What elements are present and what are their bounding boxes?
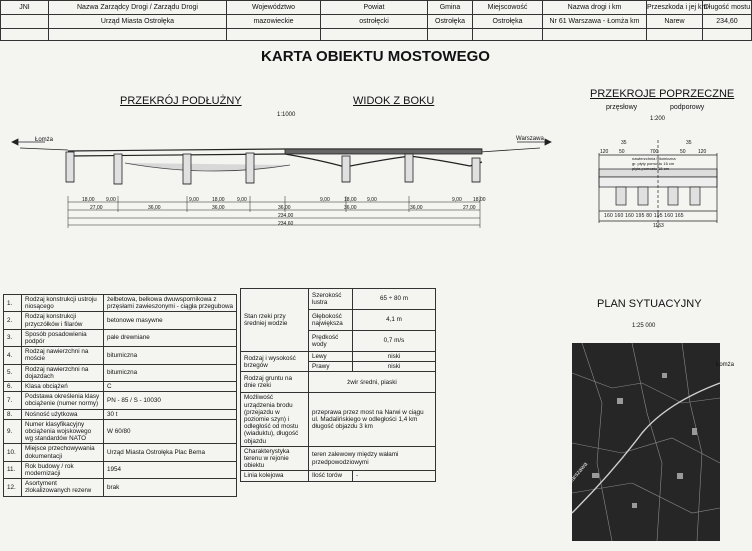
table-row <box>4 409 237 419</box>
row-label: Sposób posadowienia podpór <box>22 329 104 346</box>
dim: 18,00 <box>212 197 225 203</box>
cross-dim-bottom: 160 <box>664 213 674 219</box>
table-row <box>4 295 237 312</box>
row-value: 1954 <box>104 461 237 478</box>
cross-note: gr. płyty pomostu 16 cm <box>632 161 675 166</box>
cross-dim-top: 50 <box>680 149 686 155</box>
cross-dim-bottom: 165 <box>674 213 684 219</box>
dim: 36,00 <box>148 205 161 211</box>
dim: 36,00 <box>278 205 291 211</box>
map-label-warszawa: Warszawa <box>566 461 590 487</box>
banks-label: Rodzaj i wysokość brzegów <box>241 352 309 372</box>
row-no: 2. <box>4 312 22 329</box>
header-table <box>0 0 752 41</box>
width-value: 65 ÷ 80 m <box>353 289 436 310</box>
table-row <box>4 479 237 496</box>
val-wojewodztwo: mazowieckie <box>227 15 321 29</box>
hdr-droga: Nazwa drogi i km <box>543 1 647 15</box>
row-no: 1. <box>4 295 22 312</box>
row-value: Urząd Miasta Ostrołęka Plac Bema <box>104 444 237 461</box>
val-przeszkoda: Narew <box>647 15 703 29</box>
section-cross: PRZEKROJE POPRZECZNE <box>590 88 735 100</box>
row-no: 10. <box>4 444 22 461</box>
warszawa-label: Warszawa <box>516 136 544 142</box>
row-no: 7. <box>4 392 22 409</box>
row-label: Rodzaj konstrukcji ustroju niosącego <box>22 295 104 312</box>
val-zarzadca: Urząd Miasta Ostrołęka <box>49 15 227 29</box>
plan-title: PLAN SYTUACYJNY <box>597 298 702 310</box>
row-label: Asortyment zlokalizowanych rezerw <box>22 479 104 496</box>
row-no: 12. <box>4 479 22 496</box>
cross-scale: 1:200 <box>650 116 666 122</box>
val-droga: Nr 61 Warszawa - Łomża km <box>543 15 647 29</box>
val-miejscowosc: Ostrołęka <box>473 15 543 29</box>
cross-dim-top: 700 <box>650 149 659 155</box>
speed-value: 0,7 m/s <box>353 331 436 352</box>
table-row <box>4 329 237 346</box>
row-value: pale drewniane <box>104 329 237 346</box>
situation-map <box>566 343 720 541</box>
row-no: 3. <box>4 329 22 346</box>
table-row <box>4 419 237 444</box>
map-graphic <box>572 343 720 541</box>
cross-dim-top: 50 <box>619 149 625 155</box>
row-label: Numer klasyfikacyjny obciążenia wojskowego wg standardów NATO <box>22 419 104 444</box>
row-value: bitumiczna <box>104 364 237 381</box>
dim: 9,00 <box>237 197 247 203</box>
dim: 9,00 <box>320 197 330 203</box>
row-label: Rok budowy / rok modernizacji <box>22 461 104 478</box>
table-row <box>4 461 237 478</box>
cross-dim-bottom: 80 <box>646 213 653 219</box>
dim: 36,00 <box>410 205 423 211</box>
cross-dim-bottom: 160 <box>614 213 624 219</box>
section-side-view: WIDOK Z BOKU <box>353 95 435 107</box>
ford-value: przeprawa przez most na Narwi w ciągu ul. Madalińskiego w odległości 1,4 km długość objazdu 3 km <box>309 393 436 446</box>
dim: 9,00 <box>189 197 199 203</box>
cross-dim-top: 120 <box>600 149 609 155</box>
dim: 27,00 <box>463 205 476 211</box>
row-value: C <box>104 382 237 392</box>
soil-label: Rodzaj gruntu na dnie rzeki <box>241 372 309 393</box>
hdr-dlugosc: Długość mostu <box>703 1 752 15</box>
cross-support-label: podporowy <box>670 104 705 111</box>
left-bank-label: Lewy <box>309 352 353 362</box>
cross-span-label: przęsłowy <box>606 104 638 111</box>
cross-width-total: 1153 <box>653 223 664 229</box>
row-label: Rodzaj nawierzchni na moście <box>22 347 104 364</box>
cross-dim-small: 35 <box>621 140 627 146</box>
depth-label: Głębokość największa <box>309 310 353 331</box>
row-value: żelbetowa, belkowa dwuwspornikowa z przęsłami zawieszonymi - ciągła przegubowa <box>104 295 237 312</box>
row-label: Klasa obciążeń <box>22 382 104 392</box>
speed-label: Prędkość wody <box>309 331 353 352</box>
hdr-zarzadca: Nazwa Zarządcy Drogi / Zarządu Drogi <box>49 1 227 15</box>
row-no: 11. <box>4 461 22 478</box>
table-row <box>4 364 237 381</box>
table-row <box>4 392 237 409</box>
row-label: Podstawa określenia klasy obciążenie (numer normy) <box>22 392 104 409</box>
right-bank-value: niski <box>353 362 436 372</box>
val-jni <box>1 15 49 29</box>
cross-dim-bottom-row <box>604 213 684 219</box>
cross-dim-small: 35 <box>686 140 692 146</box>
dim: 27,00 <box>90 205 103 211</box>
dim: 18,00 <box>473 197 486 203</box>
warszawa-arrowhead <box>545 139 551 145</box>
left-bank-value: niski <box>353 352 436 362</box>
row-label: Nośność użytkowa <box>22 409 104 419</box>
dim: 18,00 <box>82 197 95 203</box>
terrain-label: Charakterystyka terenu w rejonie obiektu <box>241 446 309 471</box>
row-value: W 60/80 <box>104 419 237 444</box>
river-data-table <box>240 288 436 482</box>
plan-scale: 1:25 000 <box>632 323 656 329</box>
rail-tracks-label: Ilość torów <box>309 471 353 481</box>
page-title: KARTA OBIEKTU MOSTOWEGO <box>261 48 490 65</box>
elevation-scale: 1:1000 <box>277 112 296 118</box>
dim: 36,00 <box>212 205 225 211</box>
dim: 9,00 <box>452 197 462 203</box>
row-label: Miejsce przechowywania dokumentacji <box>22 444 104 461</box>
depth-value: 4,1 m <box>353 310 436 331</box>
dim-total-b: 234,60 <box>278 221 294 227</box>
dim: 18,00 <box>344 197 357 203</box>
ford-label: Możliwość urządzenia brodu (przejazdu w poziomie szyn) i odległość od mostu (wiaduktu), długość objazdu <box>241 393 309 446</box>
dim: 36,00 <box>344 205 357 211</box>
dim-total-a: 234,00 <box>278 213 294 219</box>
terrain-value: teren zalewowy między wałami przedpowodziowymi <box>309 446 436 471</box>
hdr-przeszkoda: Przeszkoda i jej km <box>647 1 703 15</box>
river-state-label: Stan rzeki przy średniej wodzie <box>241 289 309 352</box>
row-no: 8. <box>4 409 22 419</box>
cross-dim-bottom: 195 <box>653 213 663 219</box>
hdr-gmina: Gmina <box>428 1 473 15</box>
width-label: Szerokość lustra <box>309 289 353 310</box>
row-value: PN - 85 / S - 10030 <box>104 392 237 409</box>
row-value: betonowe masywne <box>104 312 237 329</box>
soil-value: żwir średni, piaski <box>309 372 436 393</box>
hdr-miejscowosc: Miejscowość <box>473 1 543 15</box>
row-no: 6. <box>4 382 22 392</box>
row-no: 9. <box>4 419 22 444</box>
dim: 9,00 <box>367 197 377 203</box>
hdr-jni: JNI <box>1 1 49 15</box>
row-label: Rodzaj konstrukcji przyczółków i filarów <box>22 312 104 329</box>
cross-note: płyta pomostu 18 cm <box>632 166 669 171</box>
table-row <box>4 312 237 329</box>
dim: 9,00 <box>106 197 116 203</box>
cross-dim-bottom: 160 <box>604 213 613 219</box>
table-row <box>4 382 237 392</box>
cross-note: nawierzchnia bitumiczna <box>632 156 676 161</box>
cross-dim-bottom: 160 <box>625 213 635 219</box>
rail-tracks-value: - <box>353 471 436 481</box>
table-row <box>4 347 237 364</box>
lomza-arrowhead <box>12 139 18 145</box>
map-label-lomza: Łomża <box>716 362 735 368</box>
val-gmina: Ostrołęka <box>428 15 473 29</box>
bridge-data-table <box>3 294 237 497</box>
lomza-label: Łomża <box>35 137 54 143</box>
row-no: 4. <box>4 347 22 364</box>
row-value: 30 t <box>104 409 237 419</box>
cross-dim-bottom: 195 <box>635 213 645 219</box>
cross-dim-top: 120 <box>698 149 707 155</box>
hdr-powiat: Powiat <box>321 1 428 15</box>
val-dlugosc: 234,60 <box>703 15 752 29</box>
section-longitudinal: PRZEKRÓJ PODŁUŻNY <box>120 95 242 107</box>
row-value: bitumiczna <box>104 347 237 364</box>
row-label: Rodzaj nawierzchni na dojazdach <box>22 364 104 381</box>
row-no: 5. <box>4 364 22 381</box>
hdr-wojewodztwo: Województwo <box>227 1 321 15</box>
right-bank-label: Prawy <box>309 362 353 372</box>
val-powiat: ostrołęcki <box>321 15 428 29</box>
rail-label: Linia kolejowa <box>241 471 309 481</box>
table-row <box>4 444 237 461</box>
row-value: brak <box>104 479 237 496</box>
